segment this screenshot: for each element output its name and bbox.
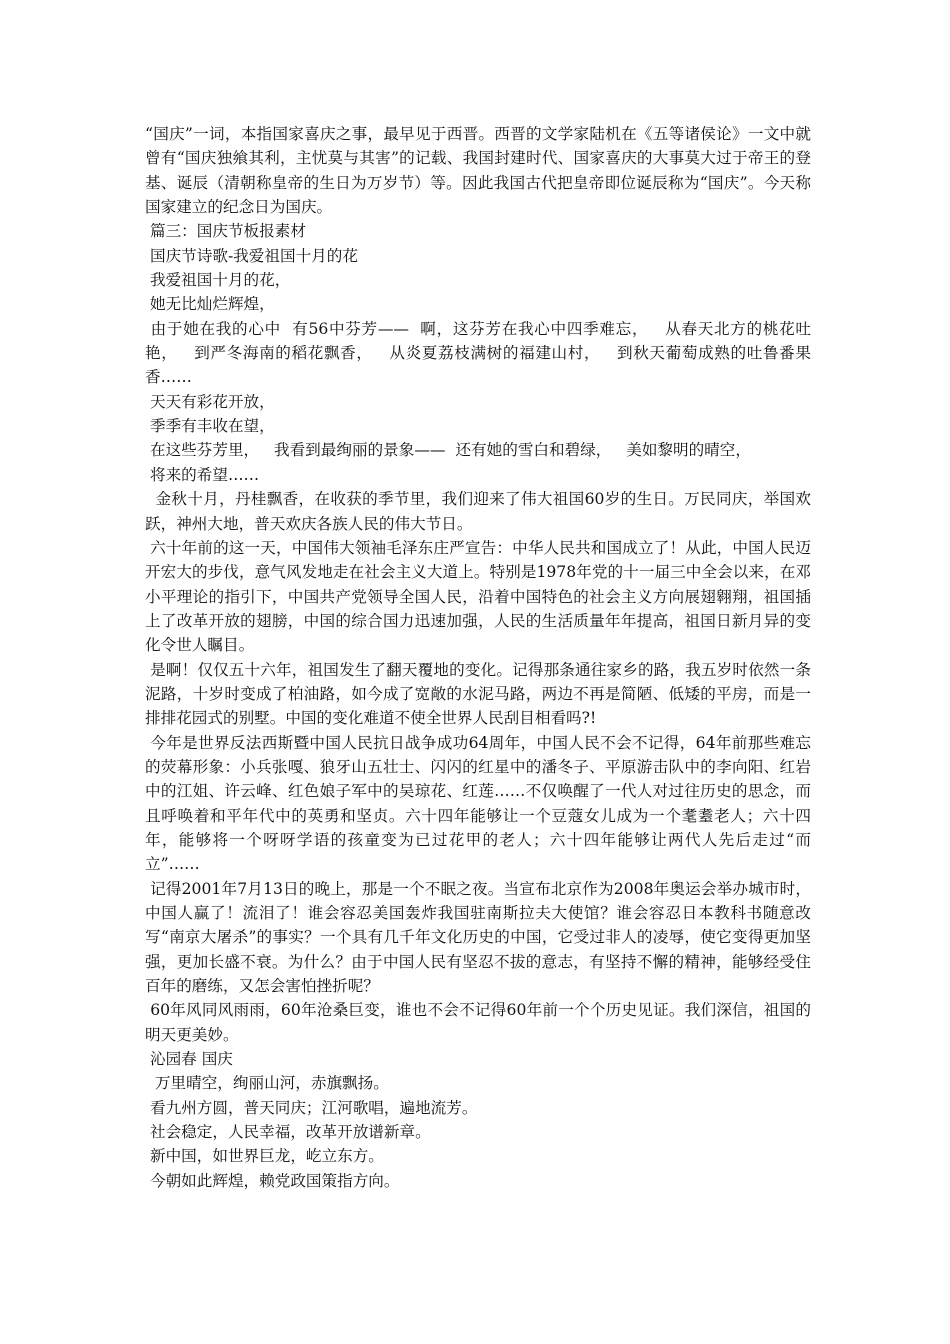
essay-paragraph: 是啊！仅仅五十六年，祖国发生了翻天覆地的变化。记得那条通往家乡的路，我五岁时依然一条泥路，十岁时变成了柏油路，如今成了宽敞的水泥马路，两边不再是简陋、低矮的平房，而是一排排花园式的别墅。中国的变化难道不使全世界人民刮目相看吗?!	[145, 660, 811, 728]
poem-line: 季季有丰收在望，	[145, 417, 275, 436]
poem-title: 国庆节诗歌-我爱祖国十月的花	[145, 246, 358, 265]
ci-line: 看九州方圆，普天同庆；江河歌唱，遍地流芳。	[145, 1098, 478, 1117]
essay-paragraph: 六十年前的这一天，中国伟大领袖毛泽东庄严宣告：中华人民共和国成立了！从此，中国人民迈开宏大的步伐，意气风发地走在社会主义大道上。特别是1978年党的十一届三中全会以来，在邓小平理论的指引下，中国共产党领导全国人民，沿着中国特色的社会主义方向展翅翱翔，祖国插上了改革开放的翅膀，中国的综合国力迅速加强，人民的生活质量年年提高，祖国日新月异的变化令世人瞩目。	[145, 538, 811, 655]
section-heading: 篇三：国庆节板报素材	[145, 222, 306, 241]
ci-line: 今朝如此辉煌，赖党政国策指方向。	[145, 1171, 400, 1190]
essay-paragraph: 今年是世界反法西斯暨中国人民抗日战争成功64周年，中国人民不会不记得，64年前那些难忘的荧幕形象：小兵张嘎、狼牙山五壮士、闪闪的红星中的潘冬子、平原游击队中的李向阳、红岩中的江姐、许云峰、红色娘子军中的吴琼花、红莲……不仅唤醒了一代人对过往历史的思念，而且呼唤着和平年代中的英勇和坚贞。六十四年能够让一个豆蔻女儿成为一个耄耋老人；六十四年，能够将一个呀呀学语的孩童变为已过花甲的老人；六十四年能够让两代人先后走过“而立”……	[145, 733, 811, 874]
poem-line: 在这些芬芳里， 我看到最绚丽的景象—— 还有她的雪白和碧绿， 美如黎明的晴空，	[145, 441, 751, 460]
poem-paragraph: 由于她在我的心中 有56中芬芳—— 啊，这芬芳在我心中四季难忘， 从春天北方的桃花吐艳， 到严冬海南的稻花飘香， 从炎夏荔枝满树的福建山村， 到秋天葡萄成熟的吐鲁番果香……	[145, 319, 811, 387]
poem-line: 天天有彩花开放，	[145, 392, 275, 411]
paragraph-origin-of-guoqing: “国庆”一词，本指国家喜庆之事，最早见于西晋。西晋的文学家陆机在《五等诸侯论》一文中就曾有“国庆独飨其利，主忧莫与其害”的记载、我国封建时代、国家喜庆的大事莫大过于帝王的登基、诞辰（清朝称皇帝的生日为万岁节）等。因此我国古代把皇帝即位诞辰称为“国庆”。今天称国家建立的纪念日为国庆。	[145, 125, 811, 217]
poem-line: 将来的希望……	[145, 465, 260, 484]
essay-paragraph: 金秋十月，丹桂飘香，在收获的季节里，我们迎来了伟大祖国60岁的生日。万民同庆，举国欢跃，神州大地，普天欢庆各族人民的伟大节日。	[145, 490, 811, 533]
ci-title: 沁园春 国庆	[145, 1050, 233, 1069]
poem-line: 她无比灿烂辉煌，	[145, 295, 275, 314]
ci-line: 万里晴空，绚丽山河，赤旗飘扬。	[145, 1074, 389, 1093]
document-page	[145, 122, 811, 1193]
ci-line: 社会稳定，人民幸福，改革开放谱新章。	[145, 1123, 431, 1142]
essay-paragraph: 记得2001年7月13日的晚上，那是一个不眠之夜。当宣布北京作为2008年奥运会举办城市时，中国人赢了！流泪了！谁会容忍美国轰炸我国驻南斯拉夫大使馆？谁会容忍日本教科书随意改写“南京大屠杀”的事实？一个具有几千年文化历史的中国，它受过非人的凌辱，使它变得更加坚强，更加长盛不衰。为什么？由于中国人民有坚忍不拔的意志，有坚持不懈的精神，能够经受住百年的磨练，又怎会害怕挫折呢？	[145, 879, 811, 996]
poem-line: 我爱祖国十月的花，	[145, 271, 291, 290]
ci-line: 新中国，如世界巨龙，屹立东方。	[145, 1147, 384, 1166]
essay-paragraph: 60年风同风雨雨，60年沧桑巨变，谁也不会不记得60年前一个个历史见证。我们深信，祖国的明天更美妙。	[145, 1001, 811, 1044]
